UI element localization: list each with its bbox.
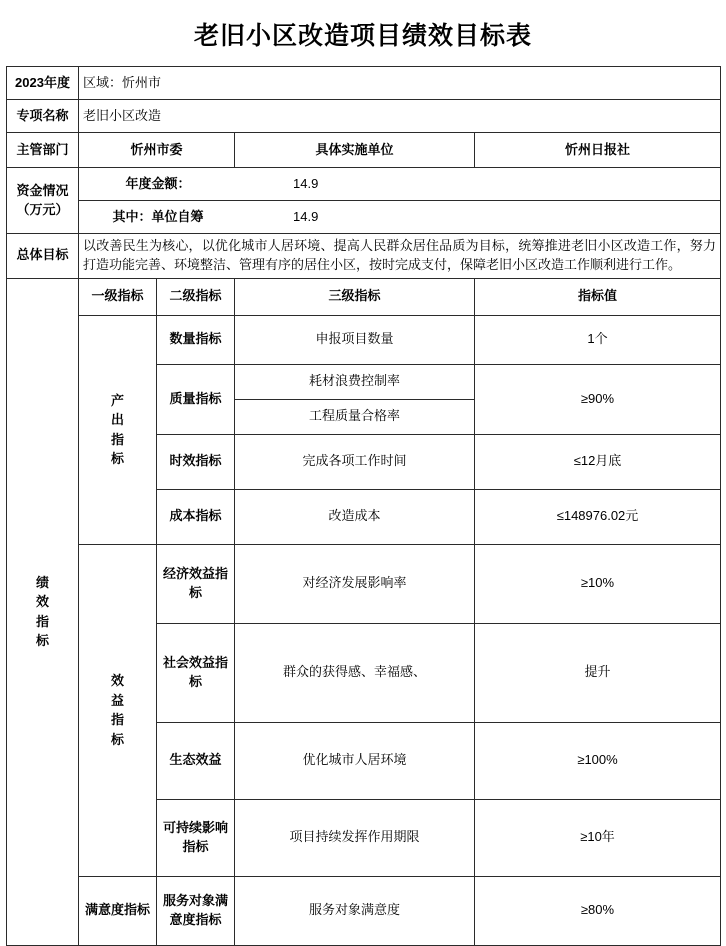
fund-row-self	[79, 201, 721, 234]
lvl3-completion-time: 完成各项工作时间	[235, 434, 475, 489]
table-row	[7, 67, 721, 100]
value-service-satisfaction: ≥80%	[475, 876, 721, 945]
performance-target-table	[6, 66, 721, 946]
value-quality: ≥90%	[475, 364, 721, 434]
lvl3-service-satisfaction: 服务对象满意度	[235, 876, 475, 945]
lvl2-service-satisfaction: 服务对象满意度指标	[157, 876, 235, 945]
lvl3-economic-impact-rate: 对经济发展影响率	[235, 544, 475, 623]
lvl1-satisfaction: 满意度指标	[79, 876, 157, 945]
fund-row-annual-value: 14.9	[293, 175, 319, 191]
region-value: 区域：忻州市	[79, 67, 721, 100]
fund-row-annual	[79, 168, 721, 201]
lvl2-quantity: 数量指标	[157, 315, 235, 364]
fund-row-annual-label: 年度金额：	[125, 175, 191, 191]
lvl1-output: 产出指标	[79, 315, 157, 544]
dept-label: 主管部门	[7, 133, 79, 168]
table-row	[7, 133, 721, 168]
fund-row-self-value: 14.9	[293, 208, 319, 224]
lvl2-timeliness: 时效指标	[157, 434, 235, 489]
lvl1-benefit: 效益指标	[79, 544, 157, 876]
project-label: 专项名称	[7, 100, 79, 133]
lvl3-public-gain-happiness: 群众的获得感、幸福感、	[235, 623, 475, 722]
lvl3-engineering-pass-rate: 工程质量合格率	[235, 399, 475, 434]
project-value: 老旧小区改造	[79, 100, 721, 133]
lvl2-cost: 成本指标	[157, 489, 235, 544]
fund-label	[7, 168, 79, 234]
overall-goal-text: 以改善民生为核心，以优化城市人居环境、提高人民群众居住品质为目标，统筹推进老旧小区改造工作，努力打造功能完善、环境整洁、管理有序的居住小区，按时完成支付，保障老旧小区改造工作顺利进行工作。	[79, 234, 721, 279]
dept-value: 忻州市委	[79, 133, 235, 168]
value-sustained-effect-period: ≥10年	[475, 799, 721, 876]
impl-value: 忻州日报社	[475, 133, 721, 168]
value-economic-impact-rate: ≥10%	[475, 544, 721, 623]
table-row	[7, 876, 721, 945]
lvl3-sustained-effect-period: 项目持续发挥作用期限	[235, 799, 475, 876]
fund-label-line1: 资金情况	[16, 182, 69, 198]
lvl2-sustainable-impact: 可持续影响指标	[157, 799, 235, 876]
lvl3-material-waste-rate: 耗材浪费控制率	[235, 364, 475, 399]
value-applied-project-count: 1个	[475, 315, 721, 364]
lvl3-renovation-cost: 改造成本	[235, 489, 475, 544]
value-public-gain-happiness: 提升	[475, 623, 721, 722]
table-row	[7, 544, 721, 623]
table-row	[7, 278, 721, 315]
header-lvl2: 二级指标	[157, 278, 235, 315]
table-row	[7, 100, 721, 133]
fund-label-line2: （万元）	[16, 201, 69, 217]
value-optimize-living-environment: ≥100%	[475, 722, 721, 799]
overall-goal-label: 总体目标	[7, 234, 79, 279]
table-row	[7, 315, 721, 364]
lvl2-quality: 质量指标	[157, 364, 235, 434]
page-title: 老旧小区改造项目绩效目标表	[193, 23, 532, 50]
year-label: 2023年度	[7, 67, 79, 100]
header-value: 指标值	[475, 278, 721, 315]
impl-label: 具体实施单位	[235, 133, 475, 168]
lvl2-economic-benefit: 经济效益指标	[157, 544, 235, 623]
header-lvl1: 一级指标	[79, 278, 157, 315]
header-lvl3: 三级指标	[235, 278, 475, 315]
value-completion-time: ≤12月底	[475, 434, 721, 489]
table-row	[7, 168, 721, 201]
table-row	[7, 201, 721, 234]
lvl3-applied-project-count: 申报项目数量	[235, 315, 475, 364]
perf-side-label: 绩效指标	[7, 278, 79, 945]
table-row	[7, 234, 721, 279]
lvl2-ecological-benefit: 生态效益	[157, 722, 235, 799]
fund-row-self-label: 其中：单位自筹	[112, 208, 204, 224]
lvl2-social-benefit: 社会效益指标	[157, 623, 235, 722]
lvl3-optimize-living-environment: 优化城市人居环境	[235, 722, 475, 799]
value-renovation-cost: ≤148976.02元	[475, 489, 721, 544]
